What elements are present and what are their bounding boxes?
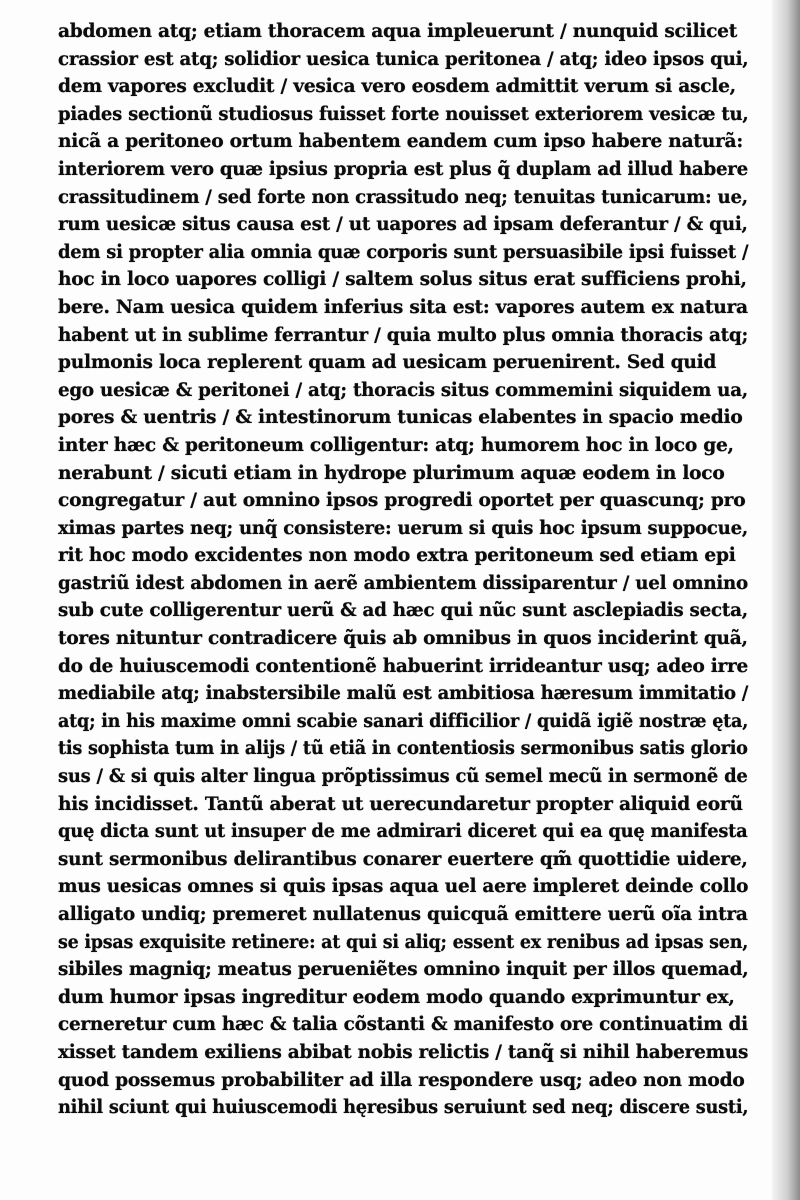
text-line: ximas partes neq; unq̃ consistere: uerum si quis hoc ipsum suppoсue, bbox=[58, 517, 748, 539]
text-line: tores nituntur contradicere q̃uis ab omnibus in quos inciderint quã, bbox=[58, 628, 748, 650]
text-line: bere. Nam uesica quidem inferius sita est: vapores autem ex natura bbox=[58, 296, 748, 318]
text-line: habent ut in sublime ferrantur / quia multo plus omnia thoracis atq; bbox=[58, 324, 749, 346]
text-line: dem vapores excludit / vesica vero eosdem admittit verum si ascle, bbox=[58, 76, 736, 98]
text-line: gastriũ idest abdomen in aerẽ ambientem dissiparentur / uel omnino bbox=[58, 572, 748, 594]
text-line: atq; in his maxime omni scabie sanari difficilior / quidã igiẽ nostræ ęta, bbox=[58, 710, 749, 732]
text-line: interiorem vero quæ ipsius propria est plus q̃ duplam ad illud habere bbox=[58, 158, 748, 180]
text-line: nerabunt / sicuti etiam in hydrope plurimum aquæ eodem in loco bbox=[58, 462, 725, 484]
text-line: se ipsas exquisite retinere: at qui si aliq; essent ex renibus ad ipsas sen, bbox=[58, 931, 749, 953]
text-line: piades sectionũ studiosus fuisset forte nouisset exteriorem vesicæ tu, bbox=[58, 103, 749, 125]
text-line: pulmonis loca replerent quam ad uesicam peruenirent. Sed quid bbox=[58, 352, 717, 374]
text-line: dum humor ipsas ingreditur eodem modo quando exprimuntur ex, bbox=[58, 986, 735, 1008]
text-line: his incidisset. Tantũ aberat ut uerecundaretur propter aliquid eorũ bbox=[58, 793, 743, 815]
text-line: cerneretur cum hæc & talia cõstanti & manifesto ore continuatim di bbox=[58, 1014, 748, 1036]
text-line: ego uesicæ & peritonei / atq; thoracis situs commemini siquidem ua, bbox=[58, 379, 748, 401]
body-text bbox=[58, 18, 748, 1122]
text-line: sunt sermonibus delirantibus conarer euertere qm̃ quottidie uidere, bbox=[58, 848, 748, 870]
text-line: rum uesicæ situs causa est / ut uapores ad ipsam deferantur / & qui, bbox=[58, 214, 748, 236]
text-line: quę dicta sunt ut insuper de me admirari diceret qui ea quę manifesta bbox=[58, 821, 748, 843]
text-line: alligato undiq; premeret nullatenus quicquã emittere uerũ oĩa intra bbox=[58, 904, 748, 925]
text-line: xisset tandem exiliens abibat nobis relictis / tanq̃ si nihil haberemus bbox=[58, 1041, 749, 1063]
text-line: hoc in loco uapores colligi / saltem solus situs erat sufficiens prohi, bbox=[58, 269, 747, 291]
text-line: quod possemus probabiliter ad illa respondere usq; adeo non modo bbox=[58, 1069, 745, 1091]
text-line: crassitudinem / sed forte non crassitudo neq; tenuitas tunicarum: ue, bbox=[58, 186, 748, 208]
text-line: crassior est atq; solidior uesica tunica peritonea / atq; ideo ipsos qui, bbox=[58, 48, 749, 70]
text-line: sus / & si quis alter lingua prõptissimus cũ semel mecũ in sermonẽ de bbox=[58, 766, 748, 788]
text-line: tis sophista tum in alijs / tũ etiã in contentiosis sermonibus satis glorio bbox=[58, 738, 748, 760]
text-line: dem si propter alia omnia quæ corporis sunt persuasibile ipsi fuisset / bbox=[58, 241, 749, 263]
text-line: pores & uentris / & intestinorum tunicas elabentes in spacio medio bbox=[58, 407, 743, 429]
text-line: mus uesicas omnes si quis ipsas aqua uel aere impleret deinde collo bbox=[58, 876, 749, 898]
page-edge-shadow bbox=[772, 0, 800, 1200]
text-line: nicã a peritoneo ortum habentem eandem cum ipso habere naturã: bbox=[58, 131, 743, 153]
text-line: inter hæc & peritoneum colligentur: atq; humorem hoc in loco ge, bbox=[58, 434, 734, 456]
text-line: abdomen atq; etiam thoracem aqua impleuerunt / nunquid scilicet bbox=[58, 21, 738, 42]
text-line: do de huiuscemodi contentionẽ habuerint irrideantur usq; adeo irre bbox=[58, 655, 749, 677]
text-line: rit hoc modo excidentes non modo extra peritoneum sed etiam epi bbox=[58, 545, 736, 567]
text-line: congregatur / aut omnino ipsos progredi oportet per quascunq; pro bbox=[58, 490, 746, 512]
text-line: mediabile atq; inabstersibile malũ est ambitiosa hæresum immitatio / bbox=[58, 683, 749, 705]
text-line: sibiles magniq; meatus perueniẽtes omnino inquit per illos quemad, bbox=[58, 959, 749, 981]
text-line: sub cute colligerentur uerũ & ad hæc qui nũc sunt asclepiadis secta, bbox=[58, 600, 748, 622]
text-line: nihil sciunt qui huiuscemodi hęresibus seruiunt sed neq; discere susti, bbox=[58, 1097, 749, 1119]
